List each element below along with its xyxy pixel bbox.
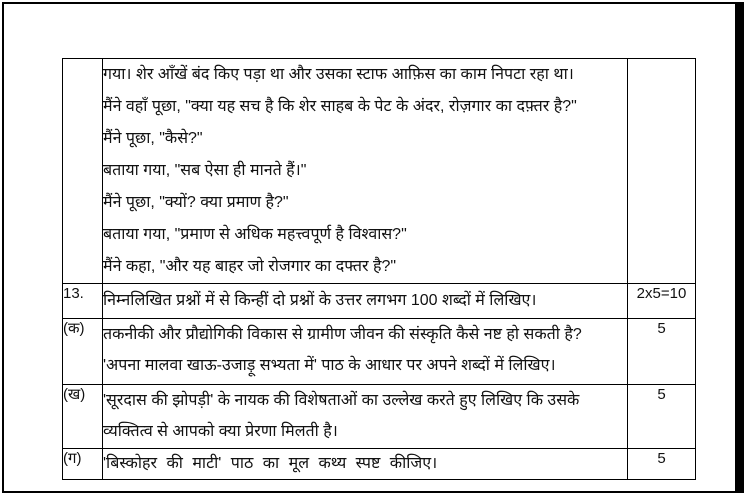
table-row-question-ga [63, 449, 696, 480]
question-text-cell [103, 284, 628, 319]
marks-value: 2x5=10 [628, 284, 696, 319]
question-number: (ग) [63, 449, 103, 480]
question-line: व्यक्तित्व से आपको क्या प्रेरणा मिलती है। [103, 423, 338, 440]
marks-value: 5 [628, 385, 696, 449]
question-number: 13. [63, 284, 103, 319]
question-line: 'बिस्कोहर की माटी' पाठ का मूल कथ्य स्पष्ट कीजिए। [103, 455, 438, 472]
question-line: निम्नलिखित प्रश्नों में से किन्हीं दो प्रश्नों के उत्तर लगभग 100 शब्दों में लिखिए। [103, 292, 537, 309]
table-row-passage [63, 59, 696, 284]
marks-value: 5 [628, 319, 696, 385]
table-row-question-ka [63, 319, 696, 385]
passage-line: गया। शेर आँखें बंद किए पड़ा था और उसका स्टाफ आफ़िस का काम निपटा रहा था। [103, 66, 574, 83]
question-line: 'सूरदास की झोपड़ी' के नायक की विशेषताओं का उल्लेख करते हुए लिखिए कि उसके [103, 392, 580, 409]
question-line: 'अपना मालवा खाऊ-उजाड़ू सभ्यता में' पाठ के आधार पर अपने शब्दों में लिखिए। [103, 357, 556, 374]
question-table [62, 58, 696, 480]
question-text-cell [103, 449, 628, 480]
passage-line: मैंने पूछा, "क्यों? क्या प्रमाण है?" [103, 194, 289, 211]
question-line: तकनीकी और प्रौद्योगिकी विकास से ग्रामीण जीवन की संस्कृति कैसे नष्ट हो सकती है? [103, 326, 582, 343]
table-row-question-13 [63, 284, 696, 319]
question-text-cell [103, 319, 628, 385]
passage-marks-cell [628, 59, 696, 284]
question-number: (क) [63, 319, 103, 385]
passage-line: बताया गया, "प्रमाण से अधिक महत्त्वपूर्ण है विश्वास?" [103, 226, 407, 243]
passage-text-cell [103, 59, 628, 284]
passage-number-cell [63, 59, 103, 284]
passage-line: बताया गया, "सब ऐसा ही मानते हैं।" [103, 162, 307, 179]
passage-line: मैंने पूछा, "कैसे?" [103, 130, 203, 147]
passage-line: मैंने कहा, "और यह बाहर जो रोजगार का दफ्तर है?" [103, 258, 397, 275]
table-row-question-kha [63, 385, 696, 449]
passage-line: मैंने वहाँ पूछा, "क्या यह सच है कि शेर साहब के पेट के अंदर, रोज़गार का दफ़्तर है?" [103, 98, 577, 115]
question-number: (ख) [63, 385, 103, 449]
question-text-cell [103, 385, 628, 449]
marks-value: 5 [628, 449, 696, 480]
